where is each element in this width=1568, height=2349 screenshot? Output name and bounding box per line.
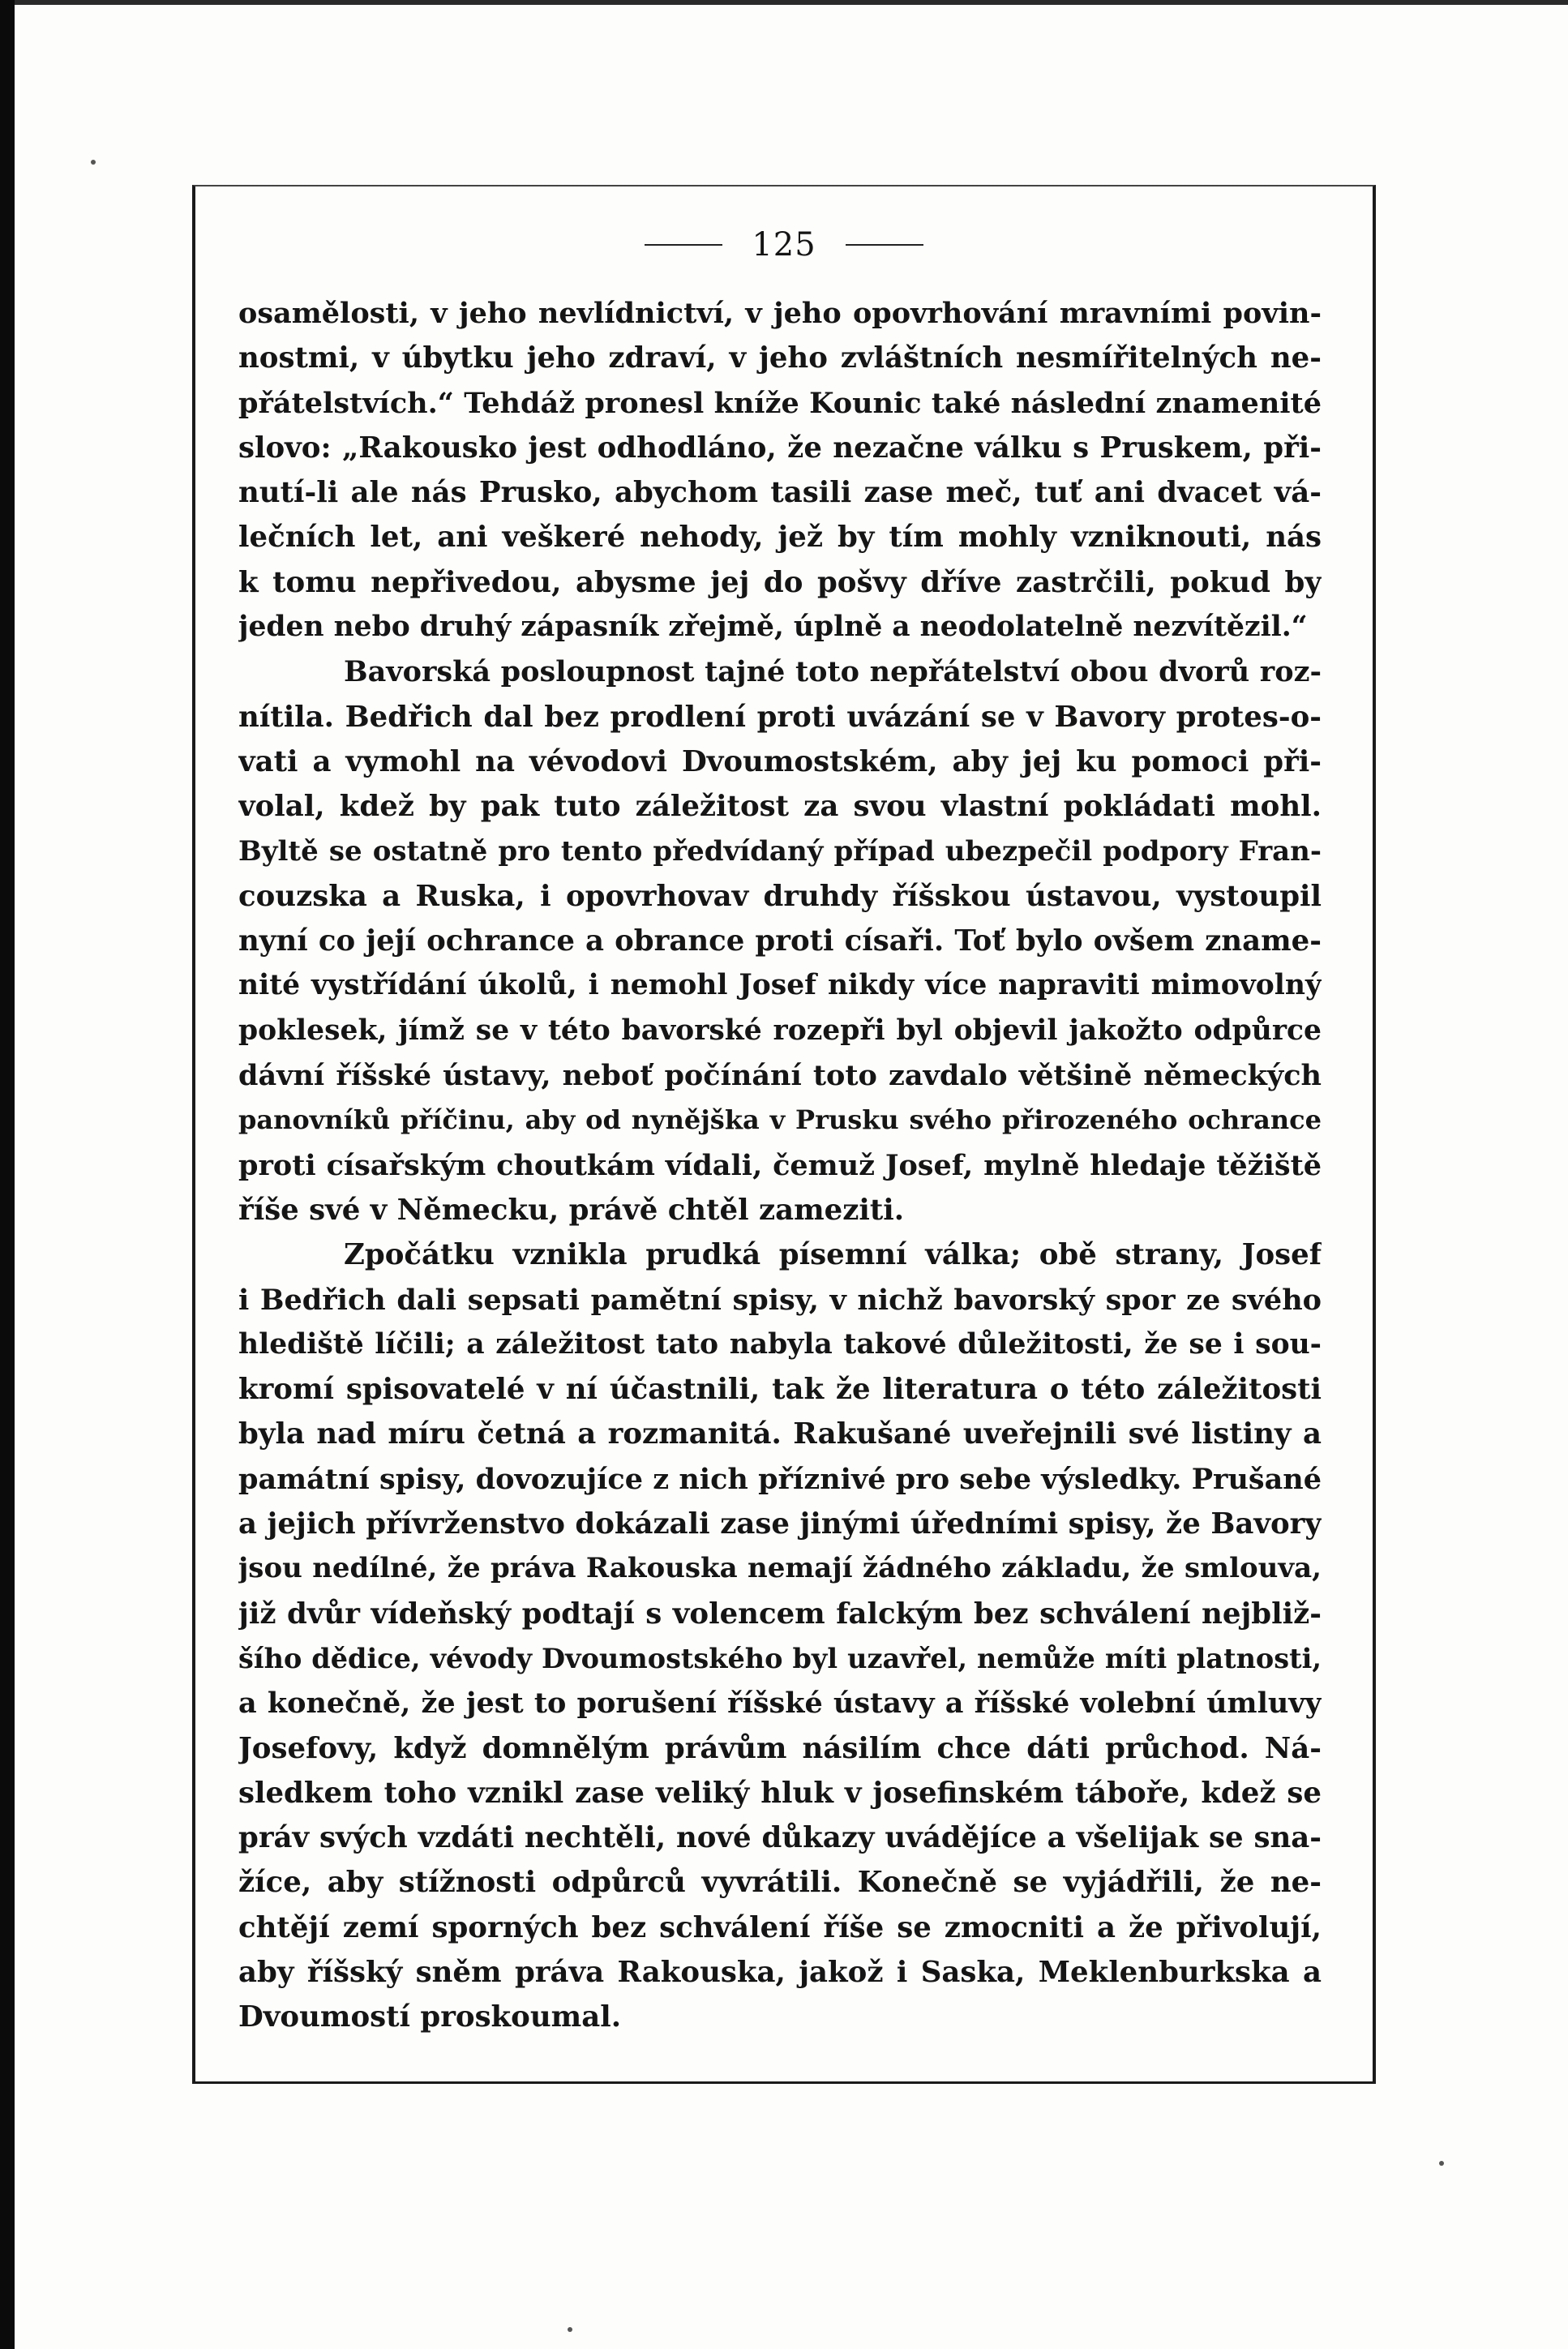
text-line: panovníků příčinu, aby od nynějška v Prusku svého přirozeného ochrance bbox=[238, 1104, 1322, 1136]
text-line: vati a vymohl na vévodovi Dvoumostském, aby jej ku pomoci při- bbox=[238, 744, 1322, 778]
header-rule-right bbox=[846, 244, 923, 246]
text-line: jsou nedílné, že práva Rakouska nemají žádného základu, že smlouva, bbox=[238, 1552, 1322, 1585]
text-line: lečních let, ani veškeré nehody, jež by tím mohly vzniknouti, nás bbox=[238, 521, 1322, 555]
text-line: říše své v Německu, právě chtěl zameziti. bbox=[238, 1193, 905, 1227]
binding-edge bbox=[0, 0, 15, 2349]
text-line: práv svých vzdáti nechtěli, nové důkazy uvádějíce a všelijak se sna- bbox=[238, 1821, 1322, 1855]
scan-top-edge bbox=[15, 0, 1568, 5]
dust-speck bbox=[1439, 2161, 1444, 2166]
text-line: a jejich přívrženstvo dokázali zase jinými úředními spisy, že Bavory bbox=[238, 1507, 1322, 1541]
text-line: kromí spisovatelé v ní účastnili, tak že literatura o této záležitosti bbox=[238, 1373, 1322, 1407]
paragraph bbox=[238, 649, 1322, 1232]
text-line: hlediště líčili; a záležitost tato nabyla takové důležitosti, že se i sou- bbox=[238, 1327, 1322, 1361]
text-line: dávní říšské ústavy, neboť počínání toto zavdalo většině německých bbox=[238, 1059, 1322, 1093]
text-line: nítila. Bedřich dal bez prodlení proti uvázání se v Bavory protes-o- bbox=[238, 700, 1322, 734]
text-line: již dvůr vídeňský podtají s volencem falckým bez schválení nejbliž- bbox=[238, 1597, 1322, 1631]
text-line: sledkem toho vznikl zase veliký hluk v josefinském táboře, kdež se bbox=[238, 1776, 1322, 1810]
text-line: nostmi, v úbytku jeho zdraví, v jeho zvláštních nesmířitelných ne- bbox=[238, 341, 1322, 375]
text-line: chtějí zemí sporných bez schválení říše se zmocniti a že přivolují, bbox=[238, 1910, 1322, 1944]
header-rule-left bbox=[645, 244, 722, 246]
text-line: nutí-li ale nás Prusko, abychom tasili zase meč, tuť ani dvacet vá- bbox=[238, 476, 1322, 510]
paragraph bbox=[238, 291, 1322, 649]
text-line: památní spisy, dovozujíce z nich příznivé pro sebe výsledky. Prušané bbox=[238, 1462, 1322, 1496]
text-line: šího dědice, vévody Dvoumostského byl uzavřel, nemůže míti platnosti, bbox=[238, 1642, 1322, 1674]
text-line: volal, kdež by pak tuto záležitost za svou vlastní pokládati mohl. bbox=[238, 790, 1322, 824]
text-line: Josefovy, když domnělým právům násilím chce dáti průchod. Ná- bbox=[238, 1731, 1322, 1765]
dust-speck bbox=[91, 160, 96, 165]
text-line: jeden nebo druhý zápasník zřejmě, úplně a neodolatelně nezvítězil.“ bbox=[238, 611, 1308, 644]
text-line: a konečně, že jest to porušení říšské ústavy a říšské volební úmluvy bbox=[238, 1687, 1322, 1721]
text-line: poklesek, jímž se v této bavorské rozepři byl objevil jakožto odpůrce bbox=[238, 1014, 1322, 1047]
text-line: přátelstvích.“ Tehdáž pronesl kníže Kounic také následní znamenité bbox=[238, 386, 1322, 420]
text-line: Zpočátku vznikla prudká písemní válka; obě strany, Josef bbox=[344, 1238, 1322, 1272]
text-line: žíce, aby stížnosti odpůrců vyvrátili. Konečně se vyjádřili, že ne- bbox=[238, 1866, 1322, 1900]
text-line: Bavorská posloupnost tajné toto nepřátelství obou dvorů roz- bbox=[344, 655, 1322, 689]
text-line: couzska a Ruska, i opovrhovav druhdy říšskou ústavou, vystoupil bbox=[238, 879, 1322, 913]
body-text bbox=[238, 291, 1322, 2040]
text-line: k tomu nepřivedou, abysme jej do pošvy dříve zastrčili, pokud by bbox=[238, 565, 1322, 599]
page-number: 125 bbox=[752, 226, 816, 264]
text-line: nité vystřídání úkolů, i nemohl Josef nikdy více napraviti mimovolný bbox=[238, 969, 1322, 1002]
text-line: slovo: „Rakousko jest odhodláno, že nezačne válku s Pruskem, při- bbox=[238, 431, 1322, 465]
paragraph bbox=[238, 1232, 1322, 2039]
text-line: nyní co její ochrance a obrance proti císaři. Toť bylo ovšem zname- bbox=[238, 924, 1322, 958]
page-header bbox=[192, 221, 1376, 269]
text-line: Dvoumostí proskoumal. bbox=[238, 2000, 622, 2034]
text-line: i Bedřich dali sepsati pamětní spisy, v nichž bavorský spor ze svého bbox=[238, 1283, 1322, 1317]
dust-speck bbox=[568, 2327, 572, 2332]
text-line: byla nad míru četná a rozmanitá. Rakušané uveřejnili své listiny a bbox=[238, 1417, 1322, 1451]
text-line: aby říšský sněm práva Rakouska, jakož i Saska, Meklenburkska a bbox=[238, 1955, 1322, 1989]
text-line: osamělosti, v jeho nevlídnictví, v jeho opovrhování mravními povin- bbox=[238, 297, 1322, 330]
text-line: proti císařským choutkám vídali, čemuž Josef, mylně hledaje těžiště bbox=[238, 1148, 1322, 1182]
text-line: Byltě se ostatně pro tento předvídaný případ ubezpečil podpory Fran- bbox=[238, 834, 1322, 868]
